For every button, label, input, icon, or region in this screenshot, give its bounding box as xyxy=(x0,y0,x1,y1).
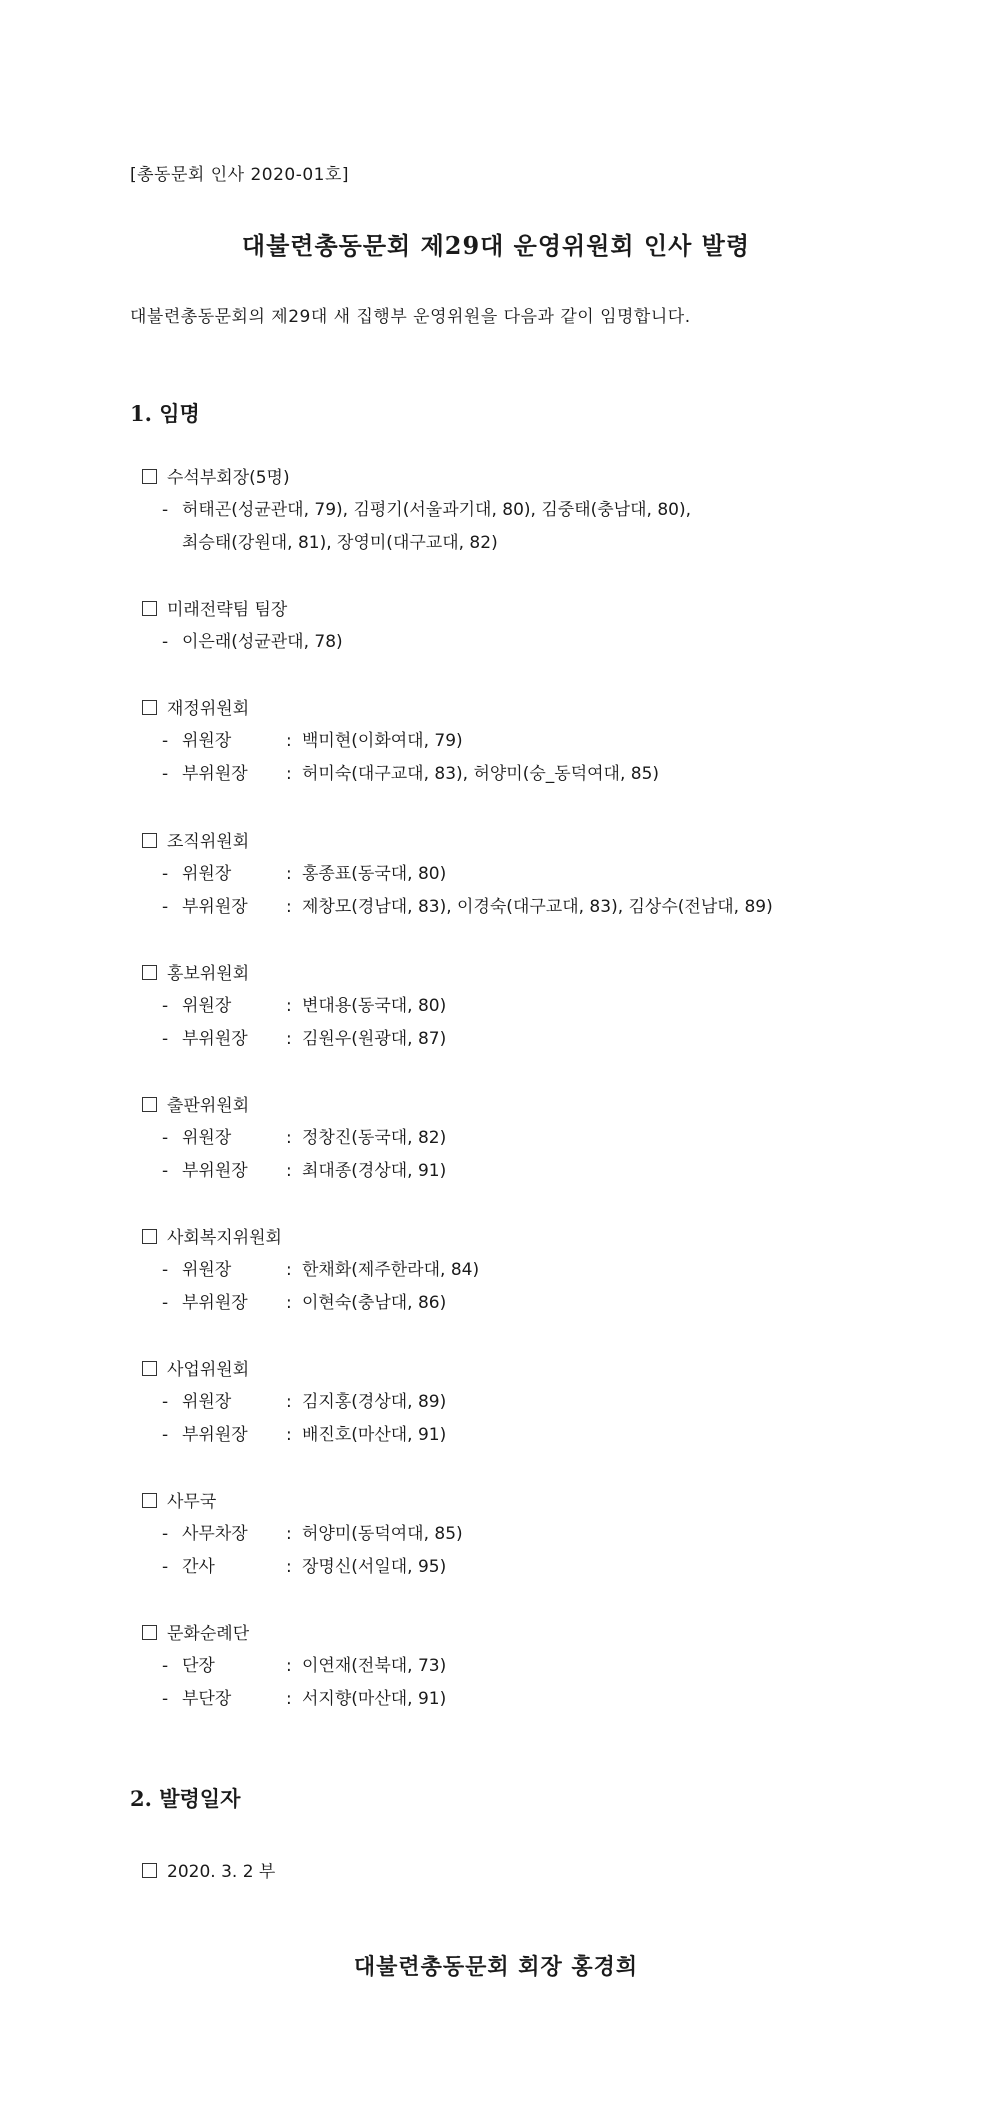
group-publicity-committee xyxy=(142,958,962,1056)
list-item: - 이은래(성균관대, 78) xyxy=(162,632,343,652)
checkbox-square-icon xyxy=(142,1361,157,1376)
group-finance-committee xyxy=(142,693,962,791)
checkbox-square-icon xyxy=(142,1625,157,1640)
list-item: - 단장 : 이연재(전북대, 73) xyxy=(162,1656,447,1676)
list-item: - 부위원장 : 배진호(마산대, 91) xyxy=(162,1425,447,1445)
group-heading: 사업위원회 xyxy=(142,1354,962,1386)
list-item: - 부단장 : 서지향(마산대, 91) xyxy=(162,1689,447,1709)
list-item: - 위원장 : 백미현(이화여대, 79) xyxy=(162,731,463,751)
checkbox-square-icon xyxy=(142,1097,157,1112)
group-future-strategy-team xyxy=(142,594,962,659)
list-item: - 부위원장 : 최대종(경상대, 91) xyxy=(162,1161,447,1181)
group-heading: 홍보위원회 xyxy=(142,958,962,990)
checkbox-square-icon xyxy=(142,965,157,980)
checkbox-square-icon xyxy=(142,469,157,484)
list-item: - 위원장 : 변대용(동국대, 80) xyxy=(162,996,447,1016)
group-cultural-pilgrimage xyxy=(142,1618,962,1716)
document-title: 대불련총동문회 제29대 운영위원회 인사 발령 xyxy=(241,231,751,260)
document-number: [총동문회 인사 2020-01호] xyxy=(130,165,350,185)
list-item: - 허태곤(성균관대, 79), 김평기(서울과기대, 80), 김중태(충남대, 80), xyxy=(162,500,691,520)
group-heading: 조직위원회 xyxy=(142,826,962,858)
checkbox-square-icon xyxy=(142,1863,157,1878)
list-item: - 위원장 : 한채화(제주한라대, 84) xyxy=(162,1260,480,1280)
group-effective-date xyxy=(142,1856,962,1888)
checkbox-square-icon xyxy=(142,601,157,616)
group-heading: 미래전략팀 팀장 xyxy=(142,594,962,626)
effective-date: 2020. 3. 2 부 xyxy=(142,1856,962,1888)
list-item: - 부위원장 : 제창모(경남대, 83), 이경숙(대구교대, 83), 김상수(전남대, 89) xyxy=(162,897,773,917)
list-item: - 간사 : 장명신(서일대, 95) xyxy=(162,1557,447,1577)
group-publication-committee xyxy=(142,1090,962,1188)
list-item: - 부위원장 : 이현숙(충남대, 86) xyxy=(162,1293,447,1313)
group-organization-committee xyxy=(142,826,962,924)
group-senior-vice-president xyxy=(142,462,962,560)
list-item: 최승태(강원대, 81), 장영미(대구교대, 82) xyxy=(182,533,498,553)
checkbox-square-icon xyxy=(142,1229,157,1244)
checkbox-square-icon xyxy=(142,1493,157,1508)
group-social-welfare-committee xyxy=(142,1222,962,1320)
group-secretariat xyxy=(142,1486,962,1584)
signature-line: 대불련총동문회 회장 홍경희 xyxy=(353,1954,639,1980)
checkbox-square-icon xyxy=(142,833,157,848)
intro-text: 대불련총동문회의 제29대 새 집행부 운영위원을 다음과 같이 임명합니다. xyxy=(130,307,691,327)
group-heading: 문화순례단 xyxy=(142,1618,962,1650)
checkbox-square-icon xyxy=(142,700,157,715)
group-heading: 재정위원회 xyxy=(142,693,962,725)
list-item: - 사무차장 : 허양미(동덕여대, 85) xyxy=(162,1524,463,1544)
list-item: - 위원장 : 홍종표(동국대, 80) xyxy=(162,864,447,884)
list-item: - 위원장 : 정창진(동국대, 82) xyxy=(162,1128,447,1148)
list-item: - 위원장 : 김지홍(경상대, 89) xyxy=(162,1392,447,1412)
group-heading: 출판위원회 xyxy=(142,1090,962,1122)
section-heading-appointment: 1. 임명 xyxy=(130,401,200,426)
section-heading-effective-date: 2. 발령일자 xyxy=(130,1786,241,1811)
group-business-committee xyxy=(142,1354,962,1452)
list-item: - 부위원장 : 허미숙(대구교대, 83), 허양미(숭_동덕여대, 85) xyxy=(162,764,660,784)
group-heading: 수석부회장(5명) xyxy=(142,462,962,494)
group-heading: 사무국 xyxy=(142,1486,962,1518)
list-item: - 부위원장 : 김원우(원광대, 87) xyxy=(162,1029,447,1049)
group-heading: 사회복지위원회 xyxy=(142,1222,962,1254)
